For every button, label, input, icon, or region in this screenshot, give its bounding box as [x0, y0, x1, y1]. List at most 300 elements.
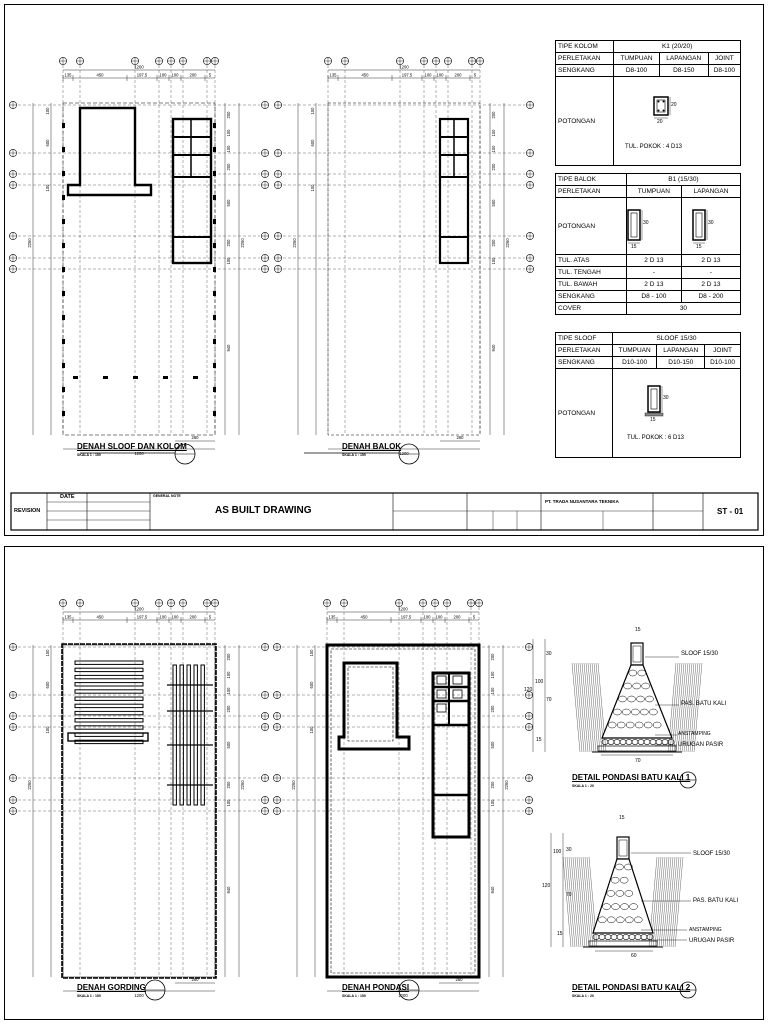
- tb-sheet-no: ST - 01: [717, 507, 744, 516]
- kolom-marker: [193, 376, 198, 379]
- soil-hatch: [676, 663, 684, 752]
- soil-hatch: [675, 857, 683, 947]
- kolom-marker: [213, 387, 216, 392]
- dim-right-label: 500: [491, 199, 496, 207]
- detail1-dim-30: 30: [546, 651, 552, 657]
- balok-dim-w-1: 15: [631, 244, 637, 250]
- anstamping-stone: [623, 934, 629, 939]
- kolom-marker: [73, 376, 78, 379]
- dim-top-label: 450: [96, 614, 104, 620]
- dim-left-label: 100: [310, 184, 315, 192]
- kolom-r1-c3: JOINT: [708, 53, 740, 65]
- detail2-dim-top: 15: [619, 815, 625, 821]
- balok-row-3-c1: D8 - 100: [626, 291, 681, 303]
- balok-row-1-c1: -: [626, 267, 681, 279]
- kolom-marker: [133, 376, 138, 379]
- kolom-marker: [213, 363, 216, 368]
- tb-date: DATE: [60, 494, 75, 500]
- detail1-dim-15: 15: [536, 737, 542, 743]
- dim-top-label: 100: [171, 614, 179, 620]
- soil-hatch: [671, 857, 679, 947]
- kolom-marker: [213, 219, 216, 224]
- anstamping-stone: [638, 739, 644, 744]
- balok-spec-table: [555, 173, 741, 315]
- soil-hatch: [657, 857, 665, 947]
- dim-right-total: 2260: [504, 780, 509, 790]
- detail2-dim-total: 120: [542, 883, 551, 889]
- sloof-header-left: TIPE SLOOF: [556, 333, 613, 345]
- soil-hatch: [592, 663, 600, 752]
- sloof-r2-c0: SENGKANG: [556, 357, 613, 369]
- detail2-dim-15: 15: [557, 931, 563, 937]
- dim-right-label: 100: [226, 799, 231, 807]
- kolom-marker: [213, 291, 216, 296]
- sloof-r1-c0: PERLETAKAN: [556, 345, 613, 357]
- balok-row-2-c0: TUL. BAWAH: [556, 279, 627, 291]
- dim-left-label: 600: [309, 681, 314, 689]
- sloof-potongan-label: POTONGAN: [556, 369, 613, 458]
- soil-hatch: [668, 663, 676, 752]
- dim-bottom-right: 260: [191, 435, 199, 440]
- detail2-label-urugan: URUGAN PASIR: [689, 938, 735, 944]
- soil-hatch: [670, 663, 678, 752]
- dim-right-label: 100: [226, 687, 231, 695]
- soil-hatch: [572, 663, 580, 752]
- dim-top-label: 135: [329, 72, 337, 78]
- kolom-tul-pokok: TUL. POKOK : 4 D13: [625, 144, 683, 150]
- dim-left-label: 600: [45, 139, 50, 147]
- anstamping-stone: [614, 739, 620, 744]
- detail2-label-batu-kali: PAS. BATU KALI: [693, 898, 739, 904]
- balok-header-right: B1 (15/30): [626, 174, 740, 186]
- balok-dim-h-2: 30: [708, 220, 714, 226]
- soil-hatch: [563, 857, 571, 947]
- balok-r1-c0: PERLETAKAN: [556, 186, 627, 198]
- dim-right-label: 100: [226, 145, 231, 153]
- tb-company: PT. TRADA NUSANTARA TEKNIKA: [545, 499, 619, 504]
- kolom-marker: [213, 411, 216, 416]
- dim-top-label: 100: [424, 72, 432, 78]
- anstamping-stone: [611, 934, 617, 939]
- kolom-r1-c2: LAPANGAN: [659, 53, 708, 65]
- kolom-marker: [62, 267, 65, 272]
- soil-hatch: [682, 663, 690, 752]
- detail2-label-sloof: SLOOF 15/30: [693, 851, 731, 857]
- sloof-room-right: [173, 119, 211, 263]
- kolom-marker: [62, 243, 65, 248]
- dim-right-label: 200: [226, 705, 231, 713]
- soil-hatch: [574, 663, 582, 752]
- soil-hatch: [688, 663, 696, 752]
- anstamping-stone: [629, 934, 635, 939]
- sloof-dim-w: 15: [650, 417, 656, 423]
- balok-plan: [274, 57, 533, 456]
- anstamping-stone: [599, 934, 605, 939]
- batu-kali-body: [593, 859, 653, 933]
- gording-purlin: [75, 661, 143, 664]
- dim-top-label: 100: [423, 614, 431, 620]
- soil-hatch: [583, 857, 591, 947]
- gording-rafter: [187, 665, 190, 805]
- dim-right-label: 200: [490, 653, 495, 661]
- plan4-scale: SKALA 1 : 150: [342, 994, 366, 998]
- kolom-r1-c1: TUMPUAN: [614, 53, 660, 65]
- tb-drawing-title: AS BUILT DRAWING: [215, 505, 312, 516]
- dim-bottom-label: 1200: [399, 451, 409, 456]
- dim-left-label: 100: [45, 184, 50, 192]
- plan2-title: DENAH BALOK: [342, 442, 402, 451]
- soil-hatch: [667, 857, 675, 947]
- kolom-r2-c0: SENGKANG: [556, 65, 614, 77]
- pondasi-pile-cap: [437, 676, 446, 684]
- balok-potongan-label: POTONGAN: [556, 198, 627, 255]
- soil-hatch: [582, 663, 590, 752]
- drawing-sheet-1: [4, 4, 764, 536]
- gording-purlin: [75, 668, 143, 671]
- dim-right-label: 100: [226, 129, 231, 137]
- soil-hatch: [596, 663, 604, 752]
- dim-right-label: 200: [226, 239, 231, 247]
- kolom-marker: [163, 376, 168, 379]
- detail2-scale: SKALA 1 : 20: [572, 994, 594, 998]
- detail1-label-urugan: URUGAN PASIR: [678, 742, 724, 748]
- gording-purlin: [75, 683, 143, 686]
- balok-dim-h-1: 30: [643, 220, 649, 226]
- sloof-tul-pokok: TUL. POKOK : 6 D13: [627, 435, 685, 441]
- gording-purlin: [75, 719, 143, 722]
- dim-right-label: 500: [226, 199, 231, 207]
- soil-hatch: [653, 857, 661, 947]
- pondasi-detail-2-drawing: [551, 833, 696, 998]
- soil-hatch: [655, 857, 663, 947]
- anstamping-stone: [662, 739, 668, 744]
- gording-purlin: [75, 675, 143, 678]
- dim-right-total: 2260: [240, 238, 245, 248]
- dim-overall-left: 2260: [27, 238, 32, 248]
- dim-right-lower: 940: [490, 886, 495, 894]
- dim-right-lower: 940: [491, 344, 496, 352]
- sheet2-drawing: [5, 547, 762, 1018]
- soil-hatch: [684, 663, 692, 752]
- balok-row-2-c2: 2 D 13: [681, 279, 740, 291]
- dim-top-label: 200: [189, 614, 197, 620]
- kolom-marker: [62, 315, 65, 320]
- anstamping-stone: [626, 739, 632, 744]
- anstamping-stone: [650, 739, 656, 744]
- batu-kali-body: [602, 665, 672, 738]
- balok-row-0-c1: 2 D 13: [626, 255, 681, 267]
- dim-top-label: 100: [436, 72, 444, 78]
- dim-right-lower: 940: [226, 886, 231, 894]
- soil-hatch: [694, 663, 702, 752]
- anstamping-stone: [644, 739, 650, 744]
- kolom-marker: [62, 339, 65, 344]
- soil-hatch: [598, 663, 606, 752]
- pondasi-plan: [273, 599, 532, 998]
- gording-purlin: [75, 704, 143, 707]
- dim-top-label: 100: [159, 614, 167, 620]
- dim-top-label: 450: [361, 72, 369, 78]
- balok-row-1-c2: -: [681, 267, 740, 279]
- gording-rafter: [173, 665, 176, 805]
- detail2-dim-70: 70: [566, 892, 572, 898]
- kolom-marker: [213, 243, 216, 248]
- soil-hatch: [665, 857, 673, 947]
- dim-overall-left: 2260: [27, 780, 32, 790]
- anstamping-stone: [641, 934, 647, 939]
- soil-hatch: [586, 663, 594, 752]
- soil-hatch: [581, 857, 589, 947]
- dim-right-label: 100: [226, 257, 231, 265]
- kolom-marker: [62, 147, 65, 152]
- dim-bottom-right: 260: [456, 435, 464, 440]
- anstamping-stone: [632, 739, 638, 744]
- balok-header-left: TIPE BALOK: [556, 174, 627, 186]
- dim-right-label: 200: [226, 163, 231, 171]
- tb-revision: REVISION: [14, 508, 41, 514]
- dim-top-label: 135: [64, 614, 72, 620]
- dim-left-label: 100: [310, 107, 315, 115]
- plan3-title: DENAH GORDING: [77, 983, 146, 992]
- soil-hatch: [580, 663, 588, 752]
- tb-general-note: GENERAL NOTE: [153, 494, 181, 498]
- pondasi-room-inner: [348, 667, 393, 741]
- dim-bottom-label: 1200: [398, 993, 408, 998]
- dim-left-label: 100: [45, 726, 50, 734]
- soil-hatch: [674, 663, 682, 752]
- detail1-dim-100: 100: [535, 679, 544, 685]
- dim-right-label: 200: [490, 781, 495, 789]
- dim-right-lower: 940: [226, 344, 231, 352]
- detail2-title: DETAIL PONDASI BATU KALI 2: [572, 983, 691, 992]
- detail1-label-anstamping: ANSTAMPING: [678, 731, 711, 737]
- kolom-marker: [213, 267, 216, 272]
- soil-hatch: [585, 857, 593, 947]
- balok-cover-label: COVER: [556, 303, 627, 315]
- soil-hatch: [669, 857, 677, 947]
- dim-top-label: 450: [96, 72, 104, 78]
- dim-left-label: 100: [309, 726, 314, 734]
- sloof-room-outline: [68, 108, 151, 195]
- pondasi-pile-cap: [453, 690, 462, 698]
- dim-top-label: 100: [171, 72, 179, 78]
- soil-hatch: [686, 663, 694, 752]
- kolom-r1-c0: PERLETAKAN: [556, 53, 614, 65]
- detail1-dim-total: 120: [524, 687, 533, 693]
- balok-row-0-c2: 2 D 13: [681, 255, 740, 267]
- dim-overall-left: 2260: [292, 238, 297, 248]
- dim-overall-top: 1200: [134, 606, 144, 612]
- dim-right-total: 2260: [240, 780, 245, 790]
- dim-right-label: 200: [491, 111, 496, 119]
- plan1-scale: SKALA 1 : 150: [77, 453, 101, 457]
- balok-cover-value: 30: [626, 303, 740, 315]
- balok-row-3-c2: D8 - 200: [681, 291, 740, 303]
- anstamping-stone: [608, 739, 614, 744]
- dim-right-label: 200: [490, 705, 495, 713]
- soil-hatch: [579, 857, 587, 947]
- soil-hatch: [673, 857, 681, 947]
- dim-overall-left: 2260: [291, 780, 296, 790]
- balok-r1-c2: LAPANGAN: [681, 186, 740, 198]
- anstamping-stone: [605, 934, 611, 939]
- kolom-marker: [62, 171, 65, 176]
- dim-top-label: 135: [64, 72, 72, 78]
- detail1-dim-70: 70: [546, 697, 552, 703]
- pondasi-pile-cap: [437, 704, 446, 712]
- dim-overall-top: 1200: [398, 606, 408, 612]
- dim-bottom-right: 260: [455, 977, 463, 982]
- sloof-r1-c2: LAPANGAN: [657, 345, 705, 357]
- sloof-header-right: SLOOF 15/30: [612, 333, 740, 345]
- anstamping-stone: [620, 739, 626, 744]
- soil-hatch: [578, 663, 586, 752]
- dim-right-label: 100: [490, 799, 495, 807]
- sloof-r2-c2: D10-150: [657, 357, 705, 369]
- kolom-header-left: TIPE KOLOM: [556, 41, 614, 53]
- dim-right-label: 100: [226, 671, 231, 679]
- dim-right-label: 200: [226, 781, 231, 789]
- dim-right-label: 200: [491, 239, 496, 247]
- detail1-title: DETAIL PONDASI BATU KALI 1: [572, 773, 691, 782]
- soil-hatch: [678, 663, 686, 752]
- gording-purlin: [75, 697, 143, 700]
- dim-left-label: 100: [45, 649, 50, 657]
- balok-row-0-c0: TUL. ATAS: [556, 255, 627, 267]
- soil-hatch: [672, 663, 680, 752]
- dim-top-label: 200: [189, 72, 197, 78]
- gording-rafter: [194, 665, 197, 805]
- dim-top-label: 450: [360, 614, 368, 620]
- kolom-marker: [62, 123, 65, 128]
- balok-row-1-c0: TUL. TENGAH: [556, 267, 627, 279]
- gording-purlin: [75, 726, 143, 729]
- kolom-dim-b: 20: [657, 119, 663, 125]
- dim-left-label: 100: [309, 649, 314, 657]
- kolom-r2-c2: D8-150: [659, 65, 708, 77]
- soil-hatch: [577, 857, 585, 947]
- balok-row-3-c0: SENGKANG: [556, 291, 627, 303]
- dim-top-label: 100: [435, 614, 443, 620]
- detail1-label-sloof: SLOOF 15/30: [681, 651, 719, 657]
- sloof-r2-c3: D10-100: [705, 357, 741, 369]
- dim-right-label: 200: [226, 111, 231, 119]
- detail1-dim-top: 15: [635, 627, 641, 633]
- plan4-title: DENAH PONDASI: [342, 983, 410, 992]
- dim-right-label: 100: [491, 129, 496, 137]
- dim-right-total: 2260: [505, 238, 510, 248]
- soil-hatch: [576, 663, 584, 752]
- detail1-dim-width: 70: [635, 758, 641, 764]
- dim-left-label: 600: [310, 139, 315, 147]
- dim-top-label: 200: [454, 72, 462, 78]
- dim-top-label: 197.5: [136, 614, 148, 620]
- soil-hatch: [565, 857, 573, 947]
- dim-top-label: 5: [473, 72, 477, 78]
- soil-hatch: [569, 857, 577, 947]
- soil-hatch: [575, 857, 583, 947]
- drawing-sheet-2: [4, 546, 764, 1020]
- kolom-marker: [213, 147, 216, 152]
- soil-hatch: [594, 663, 602, 752]
- title-block: [11, 493, 758, 530]
- dim-right-label: 100: [490, 671, 495, 679]
- kolom-marker: [213, 315, 216, 320]
- kolom-marker: [103, 376, 108, 379]
- soil-hatch: [590, 663, 598, 752]
- dim-right-label: 100: [490, 687, 495, 695]
- detail2-dim-width: 60: [631, 953, 637, 959]
- detail2-dim-30: 30: [566, 847, 572, 853]
- detail2-label-anstamping: ANSTAMPING: [689, 927, 722, 933]
- anstamping-stone: [656, 739, 662, 744]
- pondasi-room: [339, 663, 409, 749]
- detail1-label-batu-kali: PAS. BATU KALI: [681, 701, 727, 707]
- pondasi-detail-1-drawing: [533, 639, 702, 788]
- dim-top-label: 5: [208, 614, 212, 620]
- dim-overall-top: 1200: [399, 64, 409, 70]
- soil-hatch: [661, 857, 669, 947]
- kolom-marker: [62, 291, 65, 296]
- kolom-marker: [213, 171, 216, 176]
- detail2-dim-100: 100: [553, 849, 562, 855]
- dim-right-label: 200: [491, 163, 496, 171]
- balok-dim-w-2: 15: [696, 244, 702, 250]
- soil-hatch: [567, 857, 575, 947]
- sloof-r1-c1: TUMPUAN: [612, 345, 656, 357]
- kolom-r2-c1: D8-100: [614, 65, 660, 77]
- kolom-marker: [62, 411, 65, 416]
- dim-top-label: 5: [208, 72, 212, 78]
- urugan-pasir: [589, 941, 657, 946]
- dim-left-label: 600: [45, 681, 50, 689]
- dim-top-label: 197.5: [136, 72, 148, 78]
- dim-right-label: 100: [491, 257, 496, 265]
- dim-bottom-right: 260: [191, 977, 199, 982]
- soil-hatch: [573, 857, 581, 947]
- dim-left-label: 100: [45, 107, 50, 115]
- dim-top-label: 197.5: [401, 72, 413, 78]
- urugan-pasir: [598, 746, 676, 751]
- soil-hatch: [663, 857, 671, 947]
- soil-hatch: [659, 857, 667, 947]
- dim-right-label: 500: [490, 741, 495, 749]
- dim-right-label: 200: [226, 653, 231, 661]
- kolom-marker: [213, 195, 216, 200]
- detail1-scale: SKALA 1 : 20: [572, 784, 594, 788]
- kolom-marker: [62, 363, 65, 368]
- dim-top-label: 135: [328, 614, 336, 620]
- pondasi-pile-cap: [437, 690, 446, 698]
- dim-right-label: 500: [226, 741, 231, 749]
- dim-top-label: 5: [472, 614, 476, 620]
- gording-purlin: [75, 690, 143, 693]
- plan2-scale: SKALA 1 : 150: [342, 453, 366, 457]
- anstamping-stone: [635, 934, 641, 939]
- kolom-marker: [213, 339, 216, 344]
- gording-rafter: [201, 665, 204, 805]
- pondasi-right-block: [433, 673, 469, 837]
- kolom-dim-a: 20: [671, 102, 677, 108]
- dim-top-label: 197.5: [400, 614, 412, 620]
- kolom-header-right: K1 (20/20): [614, 41, 741, 53]
- anstamping-stone: [617, 934, 623, 939]
- kolom-marker: [62, 387, 65, 392]
- sloof-dim-h: 30: [663, 395, 669, 401]
- dim-top-label: 100: [159, 72, 167, 78]
- sloof-r2-c1: D10-100: [612, 357, 656, 369]
- balok-row-2-c1: 2 D 13: [626, 279, 681, 291]
